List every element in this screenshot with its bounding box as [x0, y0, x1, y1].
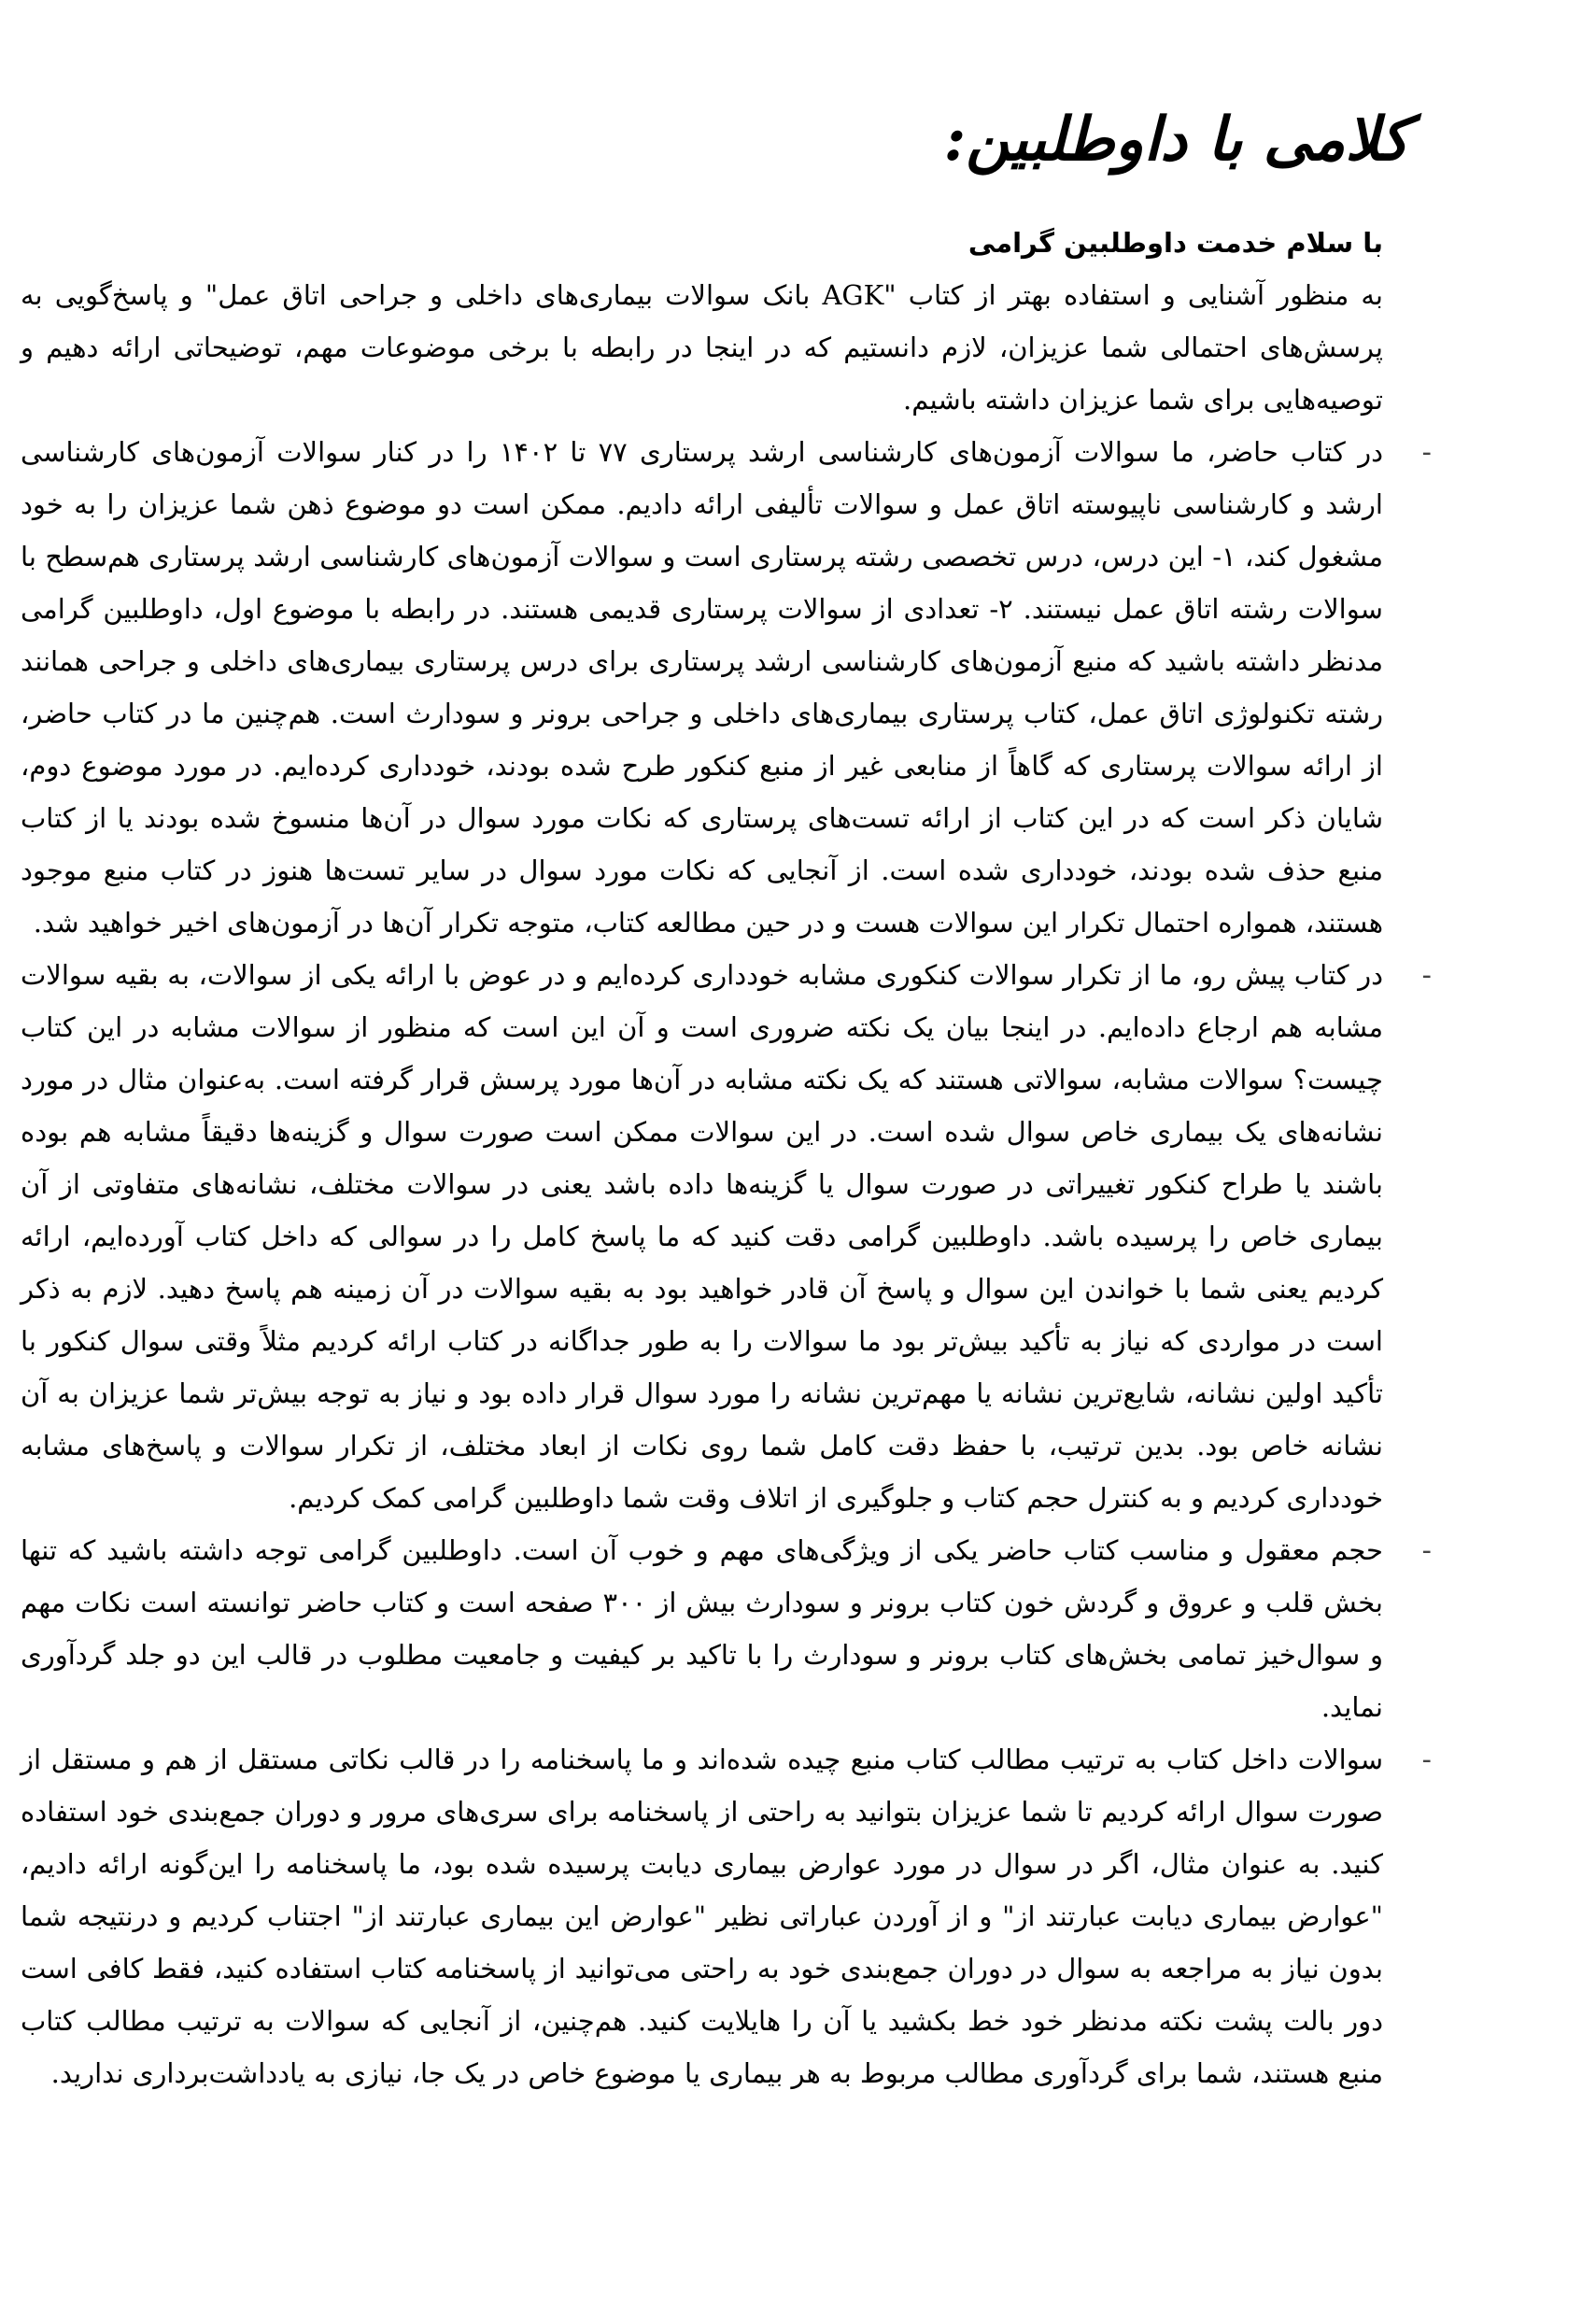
bullet-item [21, 949, 1432, 1524]
bullet-marker: - [1421, 436, 1432, 468]
bullet-list [21, 426, 1432, 2099]
intro-paragraph: به منظور آشنایی و استفاده بهتر از کتاب "AGK بانک سوالات بیماری‌های داخلی و جراحی اتاق عمل" و پاسخ‌گویی به پرسش‌های احتمالی شما عزیزان، لازم دانستیم که در اینجا در رابطه با برخی موضوعات مهم، توضیحاتی ارائه دهیم و توصیه‌هایی برای شما عزیزان داشته باشیم. [21, 279, 1384, 416]
bullet-text: در کتاب حاضر، ما سوالات آزمون‌های کارشناسی ارشد پرستاری ۷۷ تا ۱۴۰۲ را در کنار سوالات آزمون‌های کارشناسی ارشد و کارشناسی ناپیوسته اتاق عمل و سوالات تألیفی ارائه دادیم. ممکن است دو موضوع ذهن شما عزیزان را به خود مشغول کند، ۱- این درس، درس تخصصی رشته پرستاری است و سوالات آزمون‌های کارشناسی ارشد پرستاری هم‌سطح با سوالات رشته اتاق عمل نیستند. ۲- تعدادی از سوالات پرستاری قدیمی هستند. در رابطه با موضوع اول، داوطلبین گرامی مدنظر داشته باشید که منبع آزمون‌های کارشناسی ارشد پرستاری برای درس پرستاری بیماری‌های داخلی و جراحی همانند رشته تکنولوژی اتاق عمل، کتاب پرستاری بیماری‌های داخلی و جراحی برونر و سودارث است. هم‌چنین ما در کتاب حاضر، از ارائه سوالات پرستاری که گاهاً از منابعی غیر از منبع کنکور طرح شده بودند، خودداری کرده‌ایم. در مورد موضوع دوم، شایان ذکر است که در این کتاب از ارائه تست‌های پرستاری که نکات مورد سوال در آن‌ها منسوخ شده بودند یا از کتاب منبع حذف شده بودند، خودداری شده است. از آنجایی که نکات مورد سوال در سایر تست‌ها هنوز در کتاب منبع موجود هستند، همواره احتمال تکرار این سوالات هست و در حین مطالعه کتاب، متوجه تکرار آن‌ها در آزمون‌های اخیر خواهید شد. [21, 436, 1383, 939]
bullet-marker: - [1421, 959, 1432, 991]
bullet-marker: - [1421, 1534, 1432, 1566]
page-title: کلامی با داوطلبین: [943, 105, 1409, 175]
bullet-marker: - [1421, 1744, 1432, 1775]
bullet-item [21, 426, 1432, 949]
bullet-item [21, 1733, 1432, 2099]
greeting: با سلام خدمت داوطلبین گرامی [967, 227, 1383, 259]
bullet-text: حجم معقول و مناسب کتاب حاضر یکی از ویژگی‌های مهم و خوب آن است. داوطلبین گرامی توجه داشته باشید که تنها بخش قلب و عروق و گردش خون کتاب برونر و سودارث بیش از ۳۰۰ صفحه است و کتاب حاضر توانسته است نکات مهم و سوال‌خیز تمامی بخش‌های کتاب برونر و سودارث را با تاکید بر کیفیت و جامعیت مطلوب در قالب این دو جلد گردآوری نماید. [21, 1534, 1383, 1723]
bullet-text: سوالات داخل کتاب به ترتیب مطالب کتاب منبع چیده شده‌اند و ما پاسخنامه را در قالب نکاتی مستقل از هم و مستقل از صورت سوال ارائه کردیم تا شما عزیزان بتوانید به راحتی از پاسخنامه برای سری‌های مرور و دوران جمع‌بندی خود استفاده کنید. به عنوان مثال، اگر در سوال در مورد عوارض بیماری دیابت پرسیده شده بود، ما پاسخنامه را این‌گونه ارائه دادیم، "عوارض بیماری دیابت عبارتند از" و از آوردن عباراتی نظیر "عوارض این بیماری عبارتند از" اجتناب کردیم و درنتیجه شما بدون نیاز به مراجعه به سوال در دوران جمع‌بندی خود به راحتی می‌توانید از پاسخنامه کتاب استفاده کنید، فقط کافی است دور بالت پشت نکته مدنظر خود خط بکشید یا آن را هایلایت کنید. هم‌چنین، از آنجایی که سوالات به ترتیب مطالب کتاب منبع هستند، شما برای گردآوری مطالب مربوط به هر بیماری یا موضوع خاص در یک جا، نیازی به یادداشت‌برداری ندارید. [21, 1744, 1383, 2089]
body-text [21, 217, 1432, 2099]
bullet-item [21, 1524, 1432, 1733]
bullet-text: در کتاب پیش رو، ما از تکرار سوالات کنکوری مشابه خودداری کرده‌ایم و در عوض با ارائه یکی از سوالات، به بقیه سوالات مشابه هم ارجاع داده‌ایم. در اینجا بیان یک نکته ضروری است و آن این است که منظور از سوالات مشابه در این کتاب چیست؟ سوالات مشابه، سوالاتی هستند که یک نکته مشابه در آن‌ها مورد پرسش قرار گرفته است. به‌عنوان مثال در مورد نشانه‌های یک بیماری خاص سوال شده است. در این سوالات ممکن است صورت سوال و گزینه‌ها دقیقاً مشابه هم بوده باشند یا طراح کنکور تغییراتی در صورت سوال یا گزینه‌ها داده باشد یعنی در سوالات مختلف، نشانه‌های متفاوتی از آن بیماری خاص را پرسیده باشد. داوطلبین گرامی دقت کنید که ما پاسخ کامل را در سوالی که داخل کتاب آورده‌ایم، ارائه کردیم یعنی شما با خواندن این سوال و پاسخ آن قادر خواهید بود به بقیه سوالات در آن زمینه هم پاسخ دهید. لازم به ذکر است در مواردی که نیاز به تأکید بیش‌تر بود ما سوالات را به طور جداگانه در کتاب ارائه کردیم مثلاً وقتی سوال کنکور با تأکید اولین نشانه، شایع‌ترین نشانه یا مهم‌ترین نشانه را مورد سوال قرار داده بود و نیاز به توجه بیش‌تر شما عزیزان به آن نشانه خاص بود. بدین ترتیب، با حفظ دقت کامل شما روی نکات از ابعاد مختلف، از تکرار سوالات و پاسخ‌های مشابه خودداری کردیم و به کنترل حجم کتاب و جلوگیری از اتلاف وقت شما داوطلبین گرامی کمک کردیم. [21, 959, 1383, 1514]
